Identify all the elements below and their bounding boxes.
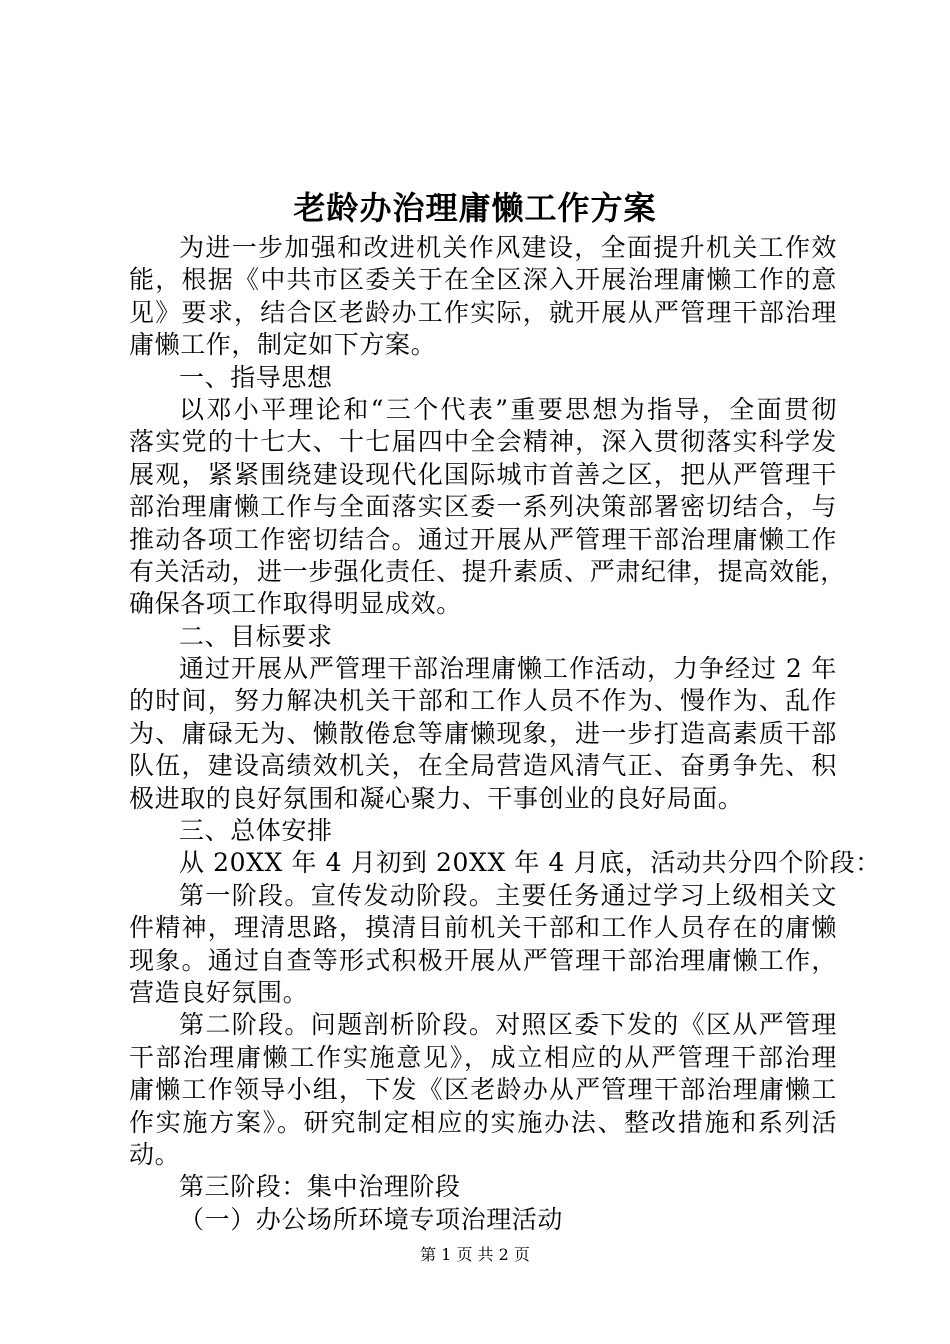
body-text-line: 庸懒工作，制定如下方案。 bbox=[129, 330, 437, 360]
body-text-line: 为、庸碌无为、懒散倦怠等庸懒现象，进一步打造高素质干部 bbox=[129, 718, 837, 748]
body-text-line: 三、总体安排 bbox=[179, 816, 333, 846]
body-text-line: 通过开展从严管理干部治理庸懒工作活动，力争经过 2 年 bbox=[179, 654, 837, 684]
body-text-line: 一、指导思想 bbox=[179, 362, 333, 392]
body-text-line: 庸懒工作领导小组，下发《区老龄办从严管理干部治理庸懒工 bbox=[129, 1075, 837, 1105]
body-text-line: 第一阶段。宣传发动阶段。主要任务通过学习上级相关文 bbox=[179, 880, 837, 910]
page-footer: 第 1 页 共 2 页 bbox=[420, 1245, 530, 1264]
body-text-line: 展观，紧紧围绕建设现代化国际城市首善之区，把从严管理干 bbox=[129, 459, 837, 489]
body-text-line: 从 20XX 年 4 月初到 20XX 年 4 月底，活动共分四个阶段： bbox=[179, 848, 881, 878]
body-text-line: 动。 bbox=[129, 1139, 181, 1169]
body-text-line: 第二阶段。问题剖析阶段。对照区委下发的《区从严管理 bbox=[179, 1010, 837, 1040]
body-text-line: 为进一步加强和改进机关作风建设，全面提升机关工作效 bbox=[179, 233, 837, 262]
body-text-line: 见》要求，结合区老龄办工作实际，就开展从严管理干部治理 bbox=[129, 297, 837, 327]
body-text-line: 二、目标要求 bbox=[179, 621, 333, 651]
body-text-line: 能，根据《中共市区委关于在全区深入开展治理庸懒工作的意 bbox=[129, 265, 837, 295]
body-text-line: 落实党的十七大、十七届四中全会精神，深入贯彻落实科学发 bbox=[129, 427, 837, 457]
body-text-line: 营造良好氛围。 bbox=[129, 977, 309, 1007]
body-text-line: 极进取的良好氛围和凝心聚力、干事创业的良好局面。 bbox=[129, 783, 744, 813]
body-text-line: 第三阶段：集中治理阶段 bbox=[179, 1172, 461, 1202]
document-title: 老龄办治理庸懒工作方案 bbox=[293, 189, 657, 227]
body-text-line: 现象。通过自查等形式积极开展从严管理干部治理庸懒工作， bbox=[129, 945, 837, 975]
body-text-line: 件精神，理清思路，摸清目前机关干部和工作人员存在的庸懒 bbox=[129, 913, 837, 943]
body-text-line: 有关活动，进一步强化责任、提升素质、严肃纪律，提高效能， bbox=[129, 556, 846, 586]
body-text-line: 干部治理庸懒工作实施意见》，成立相应的从严管理干部治理 bbox=[129, 1042, 837, 1072]
body-text-line: （一）办公场所环境专项治理活动 bbox=[179, 1204, 564, 1234]
body-text-line: 队伍，建设高绩效机关，在全局营造风清气正、奋勇争先、积 bbox=[129, 751, 837, 781]
body-text-line: 以邓小平理论和“三个代表”重要思想为指导，全面贯彻 bbox=[179, 394, 837, 424]
body-text-line: 部治理庸懒工作与全面落实区委一系列决策部署密切结合，与 bbox=[129, 492, 837, 522]
body-text-line: 推动各项工作密切结合。通过开展从严管理干部治理庸懒工作 bbox=[129, 524, 837, 554]
document-body bbox=[129, 232, 881, 1236]
body-text-line: 的时间，努力解决机关干部和工作人员不作为、慢作为、乱作 bbox=[129, 686, 837, 716]
body-text-line: 确保各项工作取得明显成效。 bbox=[129, 589, 462, 619]
body-text-line: 作实施方案》。研究制定相应的实施办法、整改措施和系列活 bbox=[129, 1107, 837, 1137]
